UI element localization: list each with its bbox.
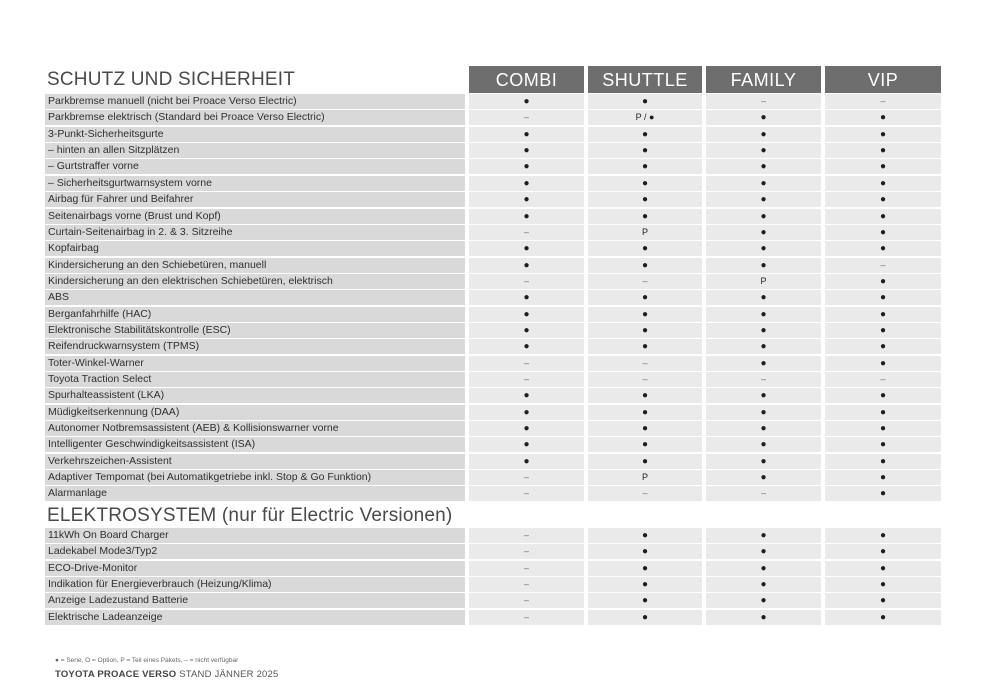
availability-cell-shuttle: ● xyxy=(588,127,702,142)
availability-cell-family: – xyxy=(706,94,821,109)
availability-cell-vip: ● xyxy=(825,209,941,224)
availability-cell-shuttle: ● xyxy=(588,159,702,174)
availability-cell-shuttle: P xyxy=(588,470,702,485)
availability-cell-combi: ● xyxy=(469,405,584,420)
availability-cell-combi: ● xyxy=(469,307,584,322)
section-title-electric: ELEKTROSYSTEM (nur für Electric Versionen) xyxy=(47,505,453,526)
availability-cell-family: ● xyxy=(706,176,821,191)
availability-cell-combi: – xyxy=(469,528,584,543)
feature-label: Toter-Winkel-Warner xyxy=(45,356,465,371)
availability-cell-shuttle: ● xyxy=(588,437,702,452)
feature-label: Parkbremse elektrisch (Standard bei Proace Verso Electric) xyxy=(45,110,465,125)
availability-cell-shuttle: ● xyxy=(588,528,702,543)
table-row xyxy=(45,486,941,501)
table-row xyxy=(45,593,941,608)
table-row xyxy=(45,323,941,338)
availability-cell-combi: – xyxy=(469,544,584,559)
availability-cell-combi: – xyxy=(469,577,584,592)
feature-label: Seitenairbags vorne (Brust und Kopf) xyxy=(45,209,465,224)
availability-cell-family: ● xyxy=(706,192,821,207)
availability-cell-combi: – xyxy=(469,610,584,625)
availability-cell-combi: – xyxy=(469,274,584,289)
page-footer xyxy=(55,669,279,680)
availability-cell-combi: – xyxy=(469,356,584,371)
feature-label: Parkbremse manuell (nicht bei Proace Verso Electric) xyxy=(45,94,465,109)
availability-cell-family: ● xyxy=(706,577,821,592)
availability-cell-vip: ● xyxy=(825,241,941,256)
column-header-shuttle: SHUTTLE xyxy=(588,66,702,93)
availability-cell-combi: ● xyxy=(469,176,584,191)
feature-label: Curtain-Seitenairbag in 2. & 3. Sitzreihe xyxy=(45,225,465,240)
feature-label: Spurhalteassistent (LKA) xyxy=(45,388,465,403)
table-row xyxy=(45,307,941,322)
feature-label: Berganfahrhilfe (HAC) xyxy=(45,307,465,322)
table-row xyxy=(45,290,941,305)
feature-label: Elektrische Ladeanzeige xyxy=(45,610,465,625)
availability-cell-combi: – xyxy=(469,593,584,608)
availability-cell-shuttle: ● xyxy=(588,454,702,469)
feature-label: Toyota Traction Select xyxy=(45,372,465,387)
availability-cell-vip: – xyxy=(825,94,941,109)
feature-label: ABS xyxy=(45,290,465,305)
availability-cell-vip: ● xyxy=(825,610,941,625)
availability-cell-vip: ● xyxy=(825,405,941,420)
availability-cell-vip: ● xyxy=(825,486,941,501)
table-row xyxy=(45,258,941,273)
availability-cell-vip: ● xyxy=(825,388,941,403)
table-row xyxy=(45,561,941,576)
availability-cell-family: ● xyxy=(706,143,821,158)
feature-label: Airbag für Fahrer und Beifahrer xyxy=(45,192,465,207)
availability-cell-shuttle: ● xyxy=(588,421,702,436)
availability-cell-combi: ● xyxy=(469,192,584,207)
feature-label: Adaptiver Tempomat (bei Automatikgetriebe inkl. Stop & Go Funktion) xyxy=(45,470,465,485)
availability-cell-family: ● xyxy=(706,110,821,125)
table-row xyxy=(45,192,941,207)
table-row xyxy=(45,388,941,403)
feature-label: Kopfairbag xyxy=(45,241,465,256)
availability-cell-shuttle: P / ● xyxy=(588,110,702,125)
availability-cell-combi: ● xyxy=(469,209,584,224)
availability-cell-vip: ● xyxy=(825,421,941,436)
availability-cell-family: P xyxy=(706,274,821,289)
availability-cell-combi: ● xyxy=(469,258,584,273)
table-row xyxy=(45,159,941,174)
table-row xyxy=(45,421,941,436)
column-header-family: FAMILY xyxy=(706,66,821,93)
availability-cell-vip: ● xyxy=(825,577,941,592)
table-row xyxy=(45,127,941,142)
availability-cell-shuttle: ● xyxy=(588,241,702,256)
availability-cell-vip: ● xyxy=(825,339,941,354)
availability-cell-family: ● xyxy=(706,307,821,322)
availability-cell-family: ● xyxy=(706,610,821,625)
availability-cell-combi: – xyxy=(469,225,584,240)
table-row xyxy=(45,437,941,452)
availability-cell-combi: – xyxy=(469,486,584,501)
availability-cell-combi: – xyxy=(469,110,584,125)
availability-cell-vip: ● xyxy=(825,470,941,485)
feature-label: – Gurtstraffer vorne xyxy=(45,159,465,174)
table-row xyxy=(45,454,941,469)
feature-label: Kindersicherung an den elektrischen Schiebetüren, elektrisch xyxy=(45,274,465,289)
table-row xyxy=(45,544,941,559)
availability-cell-vip: ● xyxy=(825,307,941,322)
availability-cell-family: ● xyxy=(706,561,821,576)
table-row xyxy=(45,405,941,420)
availability-cell-shuttle: ● xyxy=(588,94,702,109)
availability-cell-combi: ● xyxy=(469,241,584,256)
availability-cell-family: ● xyxy=(706,388,821,403)
feature-label: Alarmanlage xyxy=(45,486,465,501)
feature-label: 3-Punkt-Sicherheitsgurte xyxy=(45,127,465,142)
table-row xyxy=(45,209,941,224)
availability-cell-shuttle: ● xyxy=(588,176,702,191)
feature-label: 11kWh On Board Charger xyxy=(45,528,465,543)
availability-cell-vip: ● xyxy=(825,323,941,338)
feature-label: Ladekabel Mode3/Typ2 xyxy=(45,544,465,559)
table-row xyxy=(45,110,941,125)
availability-cell-vip: ● xyxy=(825,437,941,452)
availability-cell-vip: ● xyxy=(825,159,941,174)
table-row xyxy=(45,176,941,191)
availability-cell-vip: – xyxy=(825,372,941,387)
table-row xyxy=(45,577,941,592)
availability-cell-combi: ● xyxy=(469,339,584,354)
availability-cell-family: ● xyxy=(706,127,821,142)
table-row xyxy=(45,528,941,543)
feature-label: Intelligenter Geschwindigkeitsassistent (ISA) xyxy=(45,437,465,452)
availability-cell-shuttle: ● xyxy=(588,143,702,158)
availability-cell-combi: ● xyxy=(469,454,584,469)
feature-label: – hinten an allen Sitzplätzen xyxy=(45,143,465,158)
legend-footnote: ● = Serie, O = Option, P = Teil eines Pakets, – = nicht verfügbar xyxy=(55,657,239,664)
availability-cell-family: ● xyxy=(706,421,821,436)
availability-cell-vip: ● xyxy=(825,356,941,371)
availability-cell-vip: ● xyxy=(825,176,941,191)
feature-label: – Sicherheitsgurtwarnsystem vorne xyxy=(45,176,465,191)
availability-cell-shuttle: P xyxy=(588,225,702,240)
feature-label: Anzeige Ladezustand Batterie xyxy=(45,593,465,608)
availability-cell-shuttle: – xyxy=(588,356,702,371)
feature-label: Indikation für Energieverbrauch (Heizung/Klima) xyxy=(45,577,465,592)
section-title-safety: SCHUTZ UND SICHERHEIT xyxy=(47,69,296,90)
availability-cell-shuttle: ● xyxy=(588,593,702,608)
availability-cell-combi: ● xyxy=(469,159,584,174)
availability-cell-vip: ● xyxy=(825,127,941,142)
availability-cell-family: ● xyxy=(706,209,821,224)
column-header-vip: VIP xyxy=(825,66,941,93)
availability-cell-shuttle: ● xyxy=(588,290,702,305)
table-row xyxy=(45,94,941,109)
availability-cell-vip: ● xyxy=(825,290,941,305)
availability-cell-shuttle: ● xyxy=(588,405,702,420)
availability-cell-family: ● xyxy=(706,290,821,305)
availability-cell-vip: ● xyxy=(825,528,941,543)
availability-cell-shuttle: – xyxy=(588,274,702,289)
availability-cell-family: ● xyxy=(706,258,821,273)
table-row xyxy=(45,339,941,354)
availability-cell-shuttle: ● xyxy=(588,561,702,576)
availability-cell-family: ● xyxy=(706,470,821,485)
footer-brand: TOYOTA PROACE VERSO xyxy=(55,669,177,680)
availability-cell-combi: ● xyxy=(469,94,584,109)
availability-cell-combi: ● xyxy=(469,388,584,403)
availability-cell-vip: ● xyxy=(825,561,941,576)
feature-label: Müdigkeitserkennung (DAA) xyxy=(45,405,465,420)
availability-cell-vip: ● xyxy=(825,593,941,608)
availability-cell-shuttle: ● xyxy=(588,339,702,354)
availability-cell-shuttle: ● xyxy=(588,388,702,403)
availability-cell-combi: ● xyxy=(469,290,584,305)
availability-cell-family: ● xyxy=(706,241,821,256)
feature-label: Autonomer Notbremsassistent (AEB) & Kollisionswarner vorne xyxy=(45,421,465,436)
feature-label: Elektronische Stabilitätskontrolle (ESC) xyxy=(45,323,465,338)
table-row xyxy=(45,143,941,158)
table-row xyxy=(45,470,941,485)
availability-cell-shuttle: – xyxy=(588,486,702,501)
availability-cell-family: ● xyxy=(706,356,821,371)
availability-cell-family: ● xyxy=(706,454,821,469)
availability-cell-combi: – xyxy=(469,470,584,485)
availability-cell-shuttle: ● xyxy=(588,544,702,559)
feature-label: Verkehrszeichen-Assistent xyxy=(45,454,465,469)
availability-cell-shuttle: ● xyxy=(588,323,702,338)
availability-cell-shuttle: ● xyxy=(588,192,702,207)
availability-cell-vip: ● xyxy=(825,274,941,289)
footer-status: STAND JÄNNER 2025 xyxy=(179,669,279,680)
availability-cell-family: ● xyxy=(706,159,821,174)
availability-cell-combi: – xyxy=(469,561,584,576)
availability-cell-vip: ● xyxy=(825,143,941,158)
availability-cell-vip: ● xyxy=(825,454,941,469)
availability-cell-family: ● xyxy=(706,339,821,354)
availability-cell-shuttle: ● xyxy=(588,307,702,322)
availability-cell-family: ● xyxy=(706,593,821,608)
availability-cell-vip: ● xyxy=(825,110,941,125)
availability-cell-combi: ● xyxy=(469,143,584,158)
availability-cell-family: ● xyxy=(706,544,821,559)
table-row xyxy=(45,241,941,256)
availability-cell-shuttle: – xyxy=(588,372,702,387)
feature-label: Kindersicherung an den Schiebetüren, manuell xyxy=(45,258,465,273)
table-row xyxy=(45,225,941,240)
column-header-combi: COMBI xyxy=(469,66,584,93)
feature-label: Reifendruckwarnsystem (TPMS) xyxy=(45,339,465,354)
availability-cell-family: ● xyxy=(706,225,821,240)
availability-cell-shuttle: ● xyxy=(588,577,702,592)
availability-cell-vip: ● xyxy=(825,192,941,207)
availability-cell-shuttle: ● xyxy=(588,258,702,273)
availability-cell-family: ● xyxy=(706,528,821,543)
availability-cell-combi: ● xyxy=(469,421,584,436)
availability-cell-combi: ● xyxy=(469,323,584,338)
availability-cell-family: ● xyxy=(706,323,821,338)
availability-cell-shuttle: ● xyxy=(588,209,702,224)
availability-cell-family: – xyxy=(706,372,821,387)
feature-label: ECO-Drive-Monitor xyxy=(45,561,465,576)
availability-cell-vip: ● xyxy=(825,544,941,559)
availability-cell-combi: – xyxy=(469,372,584,387)
availability-cell-shuttle: ● xyxy=(588,610,702,625)
availability-cell-vip: ● xyxy=(825,225,941,240)
availability-cell-family: ● xyxy=(706,405,821,420)
availability-cell-combi: ● xyxy=(469,437,584,452)
table-row xyxy=(45,610,941,625)
availability-cell-combi: ● xyxy=(469,127,584,142)
availability-cell-family: – xyxy=(706,486,821,501)
table-row xyxy=(45,274,941,289)
availability-cell-vip: – xyxy=(825,258,941,273)
availability-cell-family: ● xyxy=(706,437,821,452)
table-row xyxy=(45,372,941,387)
table-row xyxy=(45,356,941,371)
